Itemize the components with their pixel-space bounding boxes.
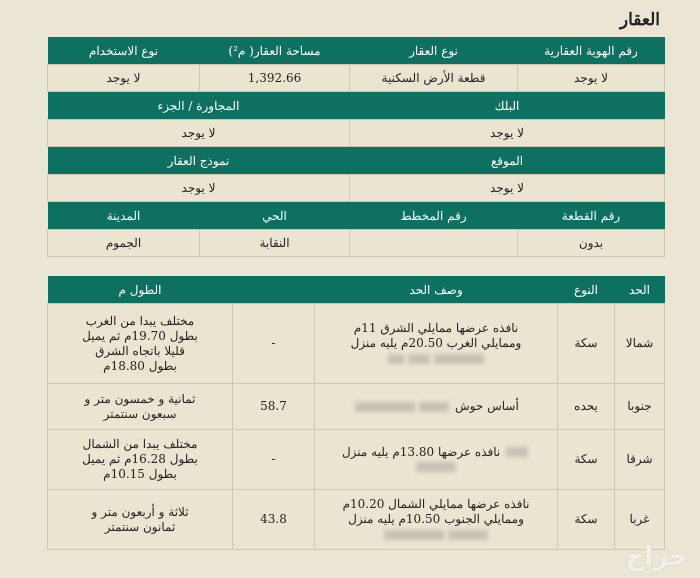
header-property-id: رقم الهوية العقارية xyxy=(518,37,665,65)
boundary-side: شرقا xyxy=(615,430,665,490)
header-property-type: نوع العقار xyxy=(350,37,518,65)
description-line: نافذه عرضها 13.80م يليه منزل xyxy=(341,444,501,459)
value-district: النقابة xyxy=(200,230,350,257)
header-property-model: نموذج العقار xyxy=(48,147,350,175)
boundary-type: سكة xyxy=(558,430,615,490)
description-line: وممايلي الغرب 20.50م يليه منزل xyxy=(350,336,522,350)
header-plan-number: رقم المخطط xyxy=(350,202,518,230)
boundary-row-west xyxy=(48,490,665,550)
watermark-logo: حراج xyxy=(625,542,688,572)
boundary-description xyxy=(315,304,558,384)
boundary-length-number: 58.7 xyxy=(233,384,315,430)
redacted-text xyxy=(319,460,553,475)
header-boundary-side: الحد xyxy=(615,276,665,304)
value-city: الجموم xyxy=(48,230,200,257)
boundary-row-north xyxy=(48,304,665,384)
property-header-row-3 xyxy=(48,147,665,175)
length-line: سبعون سنتمتر xyxy=(103,406,177,421)
length-line: بطول 19.70م ثم يميل xyxy=(82,328,198,343)
value-plot-number: بدون xyxy=(518,230,665,257)
boundary-type: سكة xyxy=(558,304,615,384)
header-block: البلك xyxy=(350,92,665,120)
boundary-length-number: - xyxy=(233,430,315,490)
value-block: لا يوجد xyxy=(350,120,665,147)
property-value-row-1 xyxy=(48,65,665,92)
length-line: ثمانون سنتمتر xyxy=(104,519,176,534)
boundary-description xyxy=(315,490,558,550)
redacted-text xyxy=(319,527,553,542)
property-value-row-3 xyxy=(48,175,665,202)
header-city: المدينة xyxy=(48,202,200,230)
boundary-length-number: 43.8 xyxy=(233,490,315,550)
value-property-id: لا يوجد xyxy=(518,65,665,92)
length-line: قليلا باتجاه الشرق xyxy=(95,343,185,358)
redacted-text xyxy=(319,351,553,366)
boundary-row-east xyxy=(48,430,665,490)
boundary-side: جنوبا xyxy=(615,384,665,430)
boundary-length-number: - xyxy=(233,304,315,384)
value-neighborhood-part: لا يوجد xyxy=(48,120,350,147)
header-property-area: مساحة العقار( م²) xyxy=(200,37,350,65)
property-header-row-4 xyxy=(48,202,665,230)
boundary-length-text xyxy=(48,430,233,490)
boundary-side: غربا xyxy=(615,490,665,550)
length-line: بطول 18.80م xyxy=(103,358,177,373)
boundary-type: سكة xyxy=(558,490,615,550)
header-boundary-length: الطول م xyxy=(48,276,233,304)
boundary-length-text xyxy=(48,490,233,550)
header-usage-type: نوع الاستخدام xyxy=(48,37,200,65)
property-value-row-4 xyxy=(48,230,665,257)
header-neighborhood-part: المجاورة / الجزء xyxy=(48,92,350,120)
length-line: بطول 16.28م ثم يميل xyxy=(82,452,198,466)
boundary-length-text xyxy=(48,384,233,430)
property-value-row-2 xyxy=(48,120,665,147)
description-line: نافذه عرضها ممايلي الشمال 10.20م xyxy=(342,497,530,511)
length-line: ثلاثة و أربعون متر و xyxy=(91,504,189,519)
boundary-type: يحده xyxy=(558,384,615,430)
description-line: أساس حوش xyxy=(455,399,519,413)
length-line: بطول 10.15م xyxy=(103,467,177,481)
header-boundary-type: النوع xyxy=(558,276,615,304)
value-usage-type: لا يوجد xyxy=(48,65,200,92)
value-plan-number xyxy=(350,230,518,257)
header-boundary-description: وصف الحد xyxy=(315,276,558,304)
section-title: العقار xyxy=(619,10,660,30)
value-location: لا يوجد xyxy=(350,175,665,202)
header-plot-number: رقم القطعة xyxy=(518,202,665,230)
property-header-row-1 xyxy=(48,37,665,65)
property-header-row-2 xyxy=(48,92,665,120)
header-district: الحي xyxy=(200,202,350,230)
boundary-description xyxy=(315,430,558,490)
boundary-side: شمالا xyxy=(615,304,665,384)
description-line: وممايلي الجنوب 10.50م يليه منزل xyxy=(348,512,524,526)
boundary-row-south xyxy=(48,384,665,430)
length-line: مختلف يبدا من الشمال xyxy=(82,437,198,451)
length-line: ثمانية و خمسون متر و xyxy=(84,391,196,406)
boundary-length-text xyxy=(48,304,233,384)
value-property-model: لا يوجد xyxy=(48,175,350,202)
header-location: الموقع xyxy=(350,147,665,175)
boundary-description xyxy=(315,384,558,430)
description-line: نافذه عرضها ممايلي الشرق 11م xyxy=(353,321,519,335)
property-table xyxy=(47,37,665,257)
boundaries-header-row xyxy=(48,276,665,304)
value-property-area: 1,392.66 xyxy=(200,65,350,92)
length-line: مختلف يبدا من الغرب xyxy=(85,313,195,328)
value-property-type: قطعة الأرض السكنية xyxy=(350,65,518,92)
redacted-text xyxy=(353,399,451,413)
header-boundary-length-number xyxy=(233,276,315,304)
boundaries-table xyxy=(47,276,665,550)
